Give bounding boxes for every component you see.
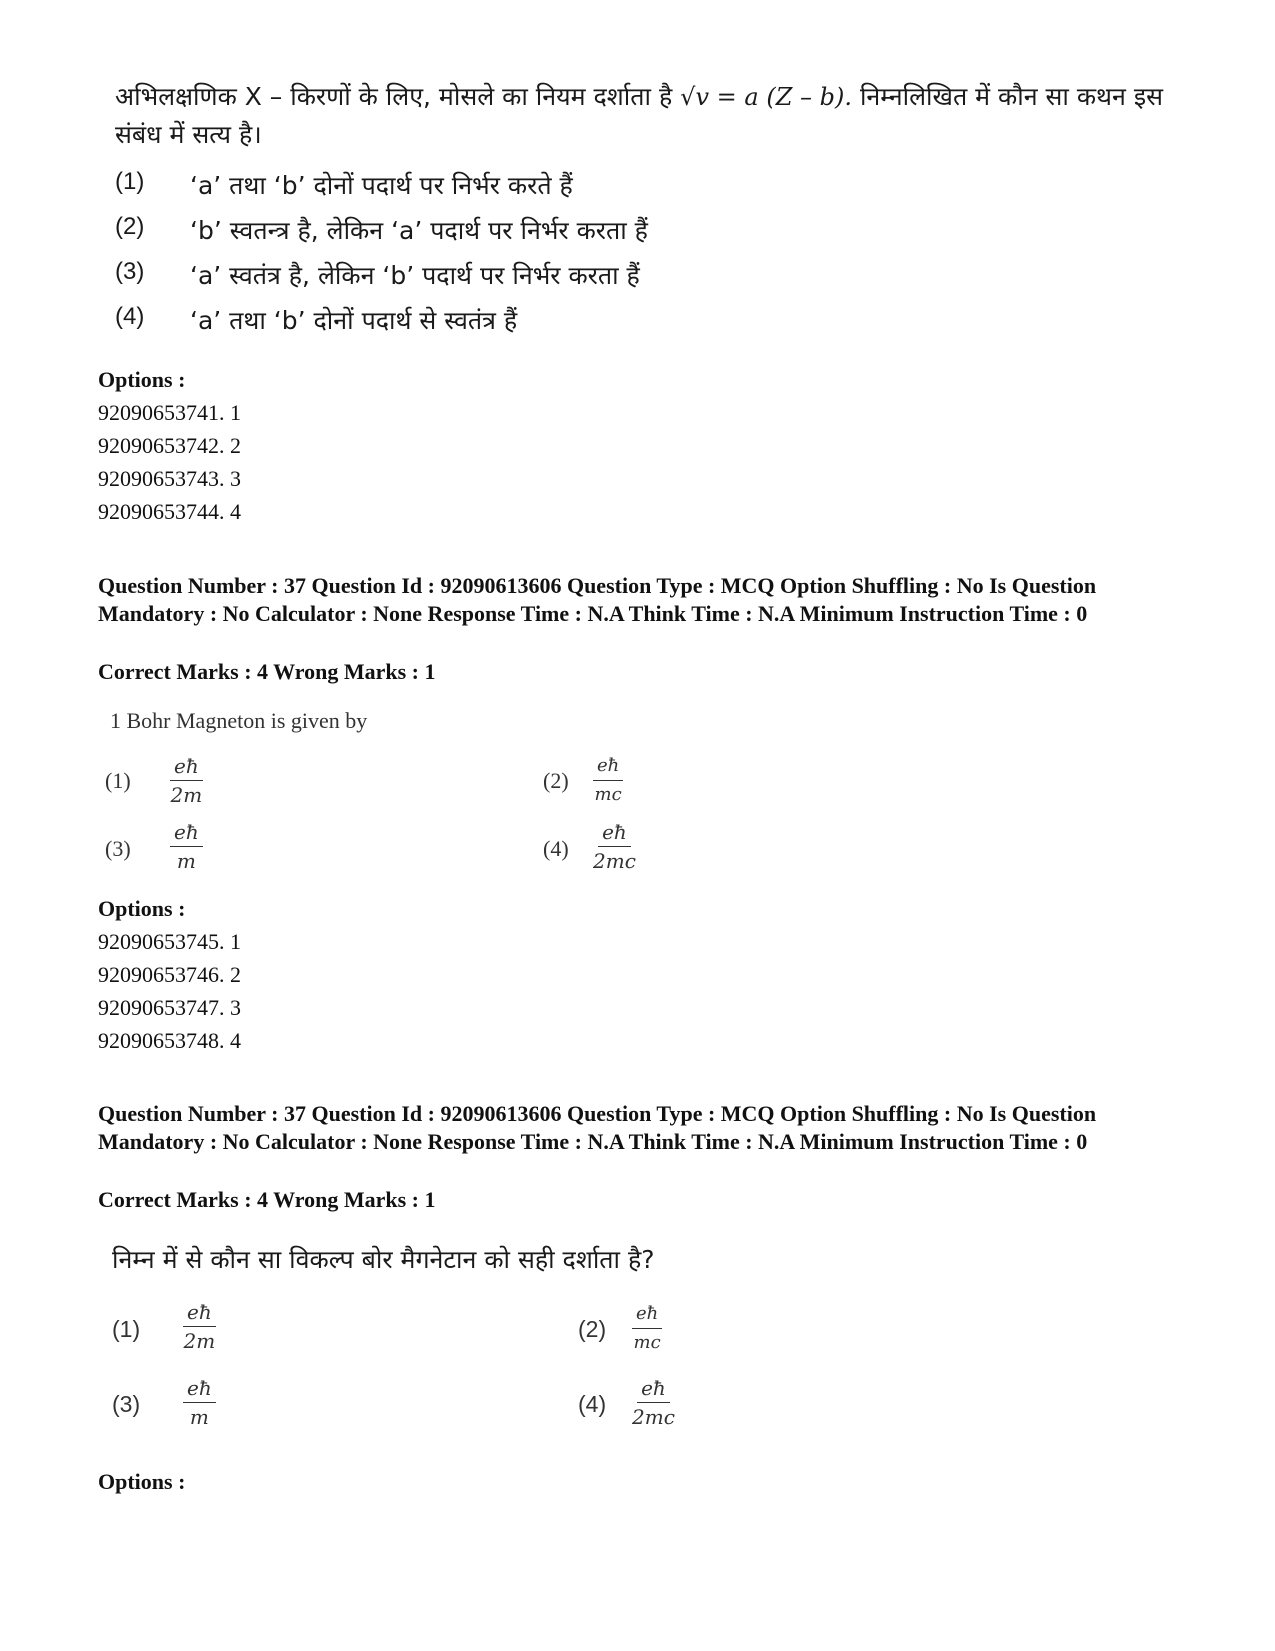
q37-choice-3-number: (3) [105, 836, 131, 861]
q37-choice-1-number: (1) [105, 768, 131, 793]
fraction-numerator: eħ [183, 1298, 216, 1327]
fraction-numerator: eħ [170, 818, 203, 847]
q37h-choice-3-number: (3) [112, 1391, 141, 1417]
fraction-denominator: mc [633, 1332, 661, 1353]
q37h-choice-2-fraction [632, 1300, 662, 1357]
q37-choice-2-number: (2) [543, 768, 569, 793]
options-label: Options : [98, 1469, 186, 1494]
choice-text: ‘b’ स्वतन्त्र है, लेकिन ‘a’ पदार्थ पर निर्भर करता हैं [190, 216, 648, 245]
q37-choice-3-fraction [170, 818, 203, 875]
options-label: Options : [98, 367, 186, 392]
question-37-marks: Correct Marks : 4 Wrong Marks : 1 [98, 659, 436, 684]
fraction-denominator: m [189, 1405, 209, 1429]
choice-number: (2) [115, 213, 145, 240]
choice-number: (3) [115, 258, 145, 285]
option-id-line: 92090653746. 2 [98, 962, 241, 987]
q37h-choice-2-number: (2) [578, 1316, 607, 1342]
q37-choice-1-fraction [170, 752, 203, 809]
option-id-line: 92090653742. 2 [98, 433, 241, 458]
fraction-numerator: eħ [637, 1374, 670, 1403]
choice-text: ‘a’ स्वतंत्र है, लेकिन ‘b’ पदार्थ पर निर्भर करता हैं [190, 261, 640, 290]
q37-choice-4-number: (4) [543, 836, 569, 861]
fraction-numerator: eħ [183, 1374, 216, 1403]
fraction-numerator: eħ [170, 752, 203, 781]
question-37-hindi-marks: Correct Marks : 4 Wrong Marks : 1 [98, 1187, 436, 1212]
choice-text: ‘a’ तथा ‘b’ दोनों पदार्थ पर निर्भर करते हैं [190, 171, 573, 200]
fraction-denominator: m [176, 849, 196, 873]
question-36-text-a: अभिलक्षणिक X – किरणों के लिए, मोसले का नियम दर्शाता है [115, 82, 673, 111]
fraction-numerator: eħ [593, 752, 623, 781]
q37h-choice-4-number: (4) [578, 1391, 607, 1417]
q37-choice-2-fraction [593, 752, 623, 809]
fraction-numerator: eħ [632, 1300, 662, 1329]
fraction-denominator: 2m [183, 1329, 216, 1353]
q37h-choice-3-fraction [183, 1374, 216, 1431]
q37h-choice-1-fraction [183, 1298, 216, 1355]
option-id-line: 92090653744. 4 [98, 499, 241, 524]
question-37-hindi-text: निम्न में से कौन सा विकल्प बोर मैगनेटान को सही दर्शाता है? [112, 1245, 655, 1274]
question-37-hindi-meta: Question Number : 37 Question Id : 92090613606 Question Type : MCQ Option Shuffling : No Is Question Mandatory : No Calculator : None Response Time : N.A Think Time : N.A Minimum Instruction Time : 0 [98, 1101, 1097, 1154]
fraction-denominator: 2m [170, 783, 203, 807]
fraction-denominator: mc [594, 784, 622, 805]
option-id-line: 92090653743. 3 [98, 466, 241, 491]
options-label: Options : [98, 896, 186, 921]
option-id-line: 92090653747. 3 [98, 995, 241, 1020]
option-id-line: 92090653741. 1 [98, 400, 241, 425]
q37-choice-4-fraction [593, 818, 636, 875]
choice-number: (1) [115, 168, 145, 195]
option-id-line: 92090653745. 1 [98, 929, 241, 954]
q37h-choice-1-number: (1) [112, 1316, 141, 1342]
question-36-text-b: निम्नलिखित में कौन सा कथन इस संबंध में सत्य है। [115, 82, 1164, 149]
fraction-numerator: eħ [598, 818, 631, 847]
choice-text: ‘a’ तथा ‘b’ दोनों पदार्थ से स्वतंत्र हैं [190, 306, 518, 335]
option-id-line: 92090653748. 4 [98, 1028, 241, 1053]
moseley-formula: √v = a (Z – b). [680, 83, 852, 111]
fraction-denominator: 2mc [632, 1405, 675, 1429]
question-36-text [115, 78, 1195, 154]
question-37-text: 1 Bohr Magneton is given by [110, 708, 368, 733]
q37h-choice-4-fraction [632, 1374, 675, 1431]
choice-number: (4) [115, 303, 145, 330]
fraction-denominator: 2mc [593, 849, 636, 873]
question-37-meta: Question Number : 37 Question Id : 92090613606 Question Type : MCQ Option Shuffling : No Is Question Mandatory : No Calculator : None Response Time : N.A Think Time : N.A Minimum Instruction Time : 0 [98, 573, 1097, 626]
